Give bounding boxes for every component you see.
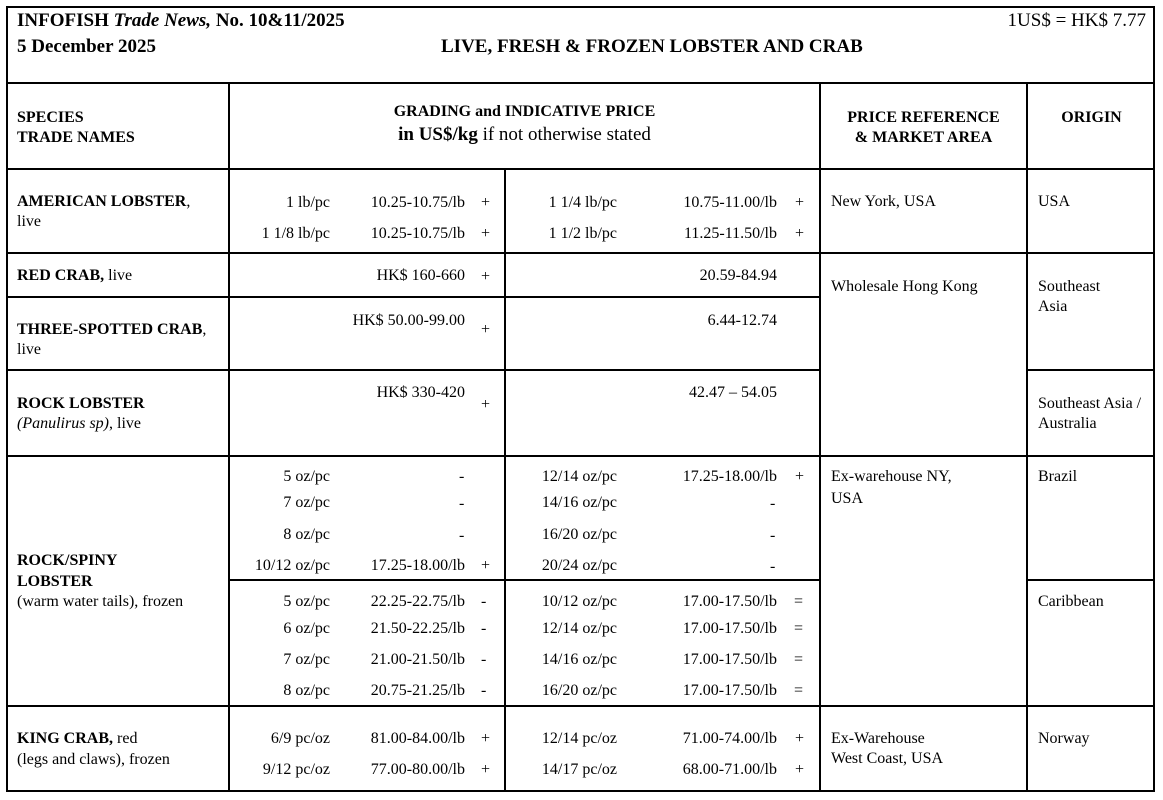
price-cell: 10.25-10.75/lb: [370, 225, 465, 242]
trend-cell: +: [481, 730, 491, 747]
origin-cell: Caribbean: [1038, 593, 1104, 610]
trend-cell: =: [794, 682, 804, 699]
market-area: New York, USA: [831, 193, 936, 210]
price-cell: 17.25-18.00/lb: [370, 557, 465, 574]
species-color: red: [113, 730, 138, 747]
rule-spiny-split: [229, 579, 820, 581]
trend-cell: -: [770, 527, 776, 544]
rule-origin-sea: [1026, 369, 1155, 371]
price-hk-cell: HK$ 50.00-99.00: [352, 312, 465, 329]
market-area: Wholesale Hong Kong: [831, 278, 978, 295]
grade-cell: 16/20 oz/pc: [541, 682, 617, 699]
origin-cell: USA: [1038, 193, 1071, 210]
price-cell: 17.00-17.50/lb: [682, 651, 777, 668]
price-cell: 20.75-21.25/lb: [370, 682, 465, 699]
price-hk-cell: HK$ 160-660: [376, 267, 465, 284]
price-cell: 10.75-11.00/lb: [683, 194, 777, 211]
species-suffix: ,: [202, 321, 207, 338]
trend-cell: +: [481, 557, 491, 574]
species-red-crab: [17, 266, 132, 286]
species-form: live: [104, 267, 133, 284]
trend-cell: =: [794, 651, 804, 668]
price-cell: 77.00-80.00/lb: [370, 761, 465, 778]
origin-cell: Southeast Asia / Australia: [1038, 395, 1142, 432]
rule-rock-lobster: [6, 455, 1155, 457]
trend-cell: +: [795, 225, 805, 242]
trend-cell: =: [794, 593, 804, 610]
price-cell: 22.25-22.75/lb: [370, 593, 465, 610]
species-american-lobster: [17, 192, 190, 212]
grade-cell: 12/14 pc/oz: [541, 730, 617, 747]
price-cell: 21.00-21.50/lb: [370, 651, 465, 668]
grade-cell: 7 oz/pc: [283, 651, 330, 668]
species-name: RED CRAB,: [17, 267, 105, 284]
species-form: [17, 414, 141, 434]
grade-cell: 10/12 oz/pc: [254, 557, 330, 574]
price-hk-cell: HK$ 330-420: [376, 384, 465, 401]
species-form: (legs and claws), frozen: [17, 751, 170, 768]
species-name: KING CRAB,: [17, 730, 114, 747]
col-price-ref-1: PRICE REFERENCE: [847, 109, 1000, 126]
grade-cell: 14/16 oz/pc: [541, 494, 617, 511]
price-cell: 81.00-84.00/lb: [370, 730, 465, 747]
trend-cell: +: [481, 396, 491, 413]
rule-red-crab: [6, 296, 820, 298]
price-cell: 17.00-17.50/lb: [682, 620, 777, 637]
species-form: live: [17, 341, 41, 358]
species-form: (warm water tails), frozen: [17, 593, 184, 610]
rule-columns: [6, 168, 1155, 170]
grade-cell: 14/17 pc/oz: [541, 761, 617, 778]
trend-cell: -: [770, 558, 776, 575]
origin-cell: Southeast Asia: [1038, 278, 1101, 315]
grade-cell: 12/14 oz/pc: [541, 468, 617, 485]
grade-cell: 14/16 oz/pc: [541, 651, 617, 668]
trend-cell: +: [481, 268, 491, 285]
price-cell: 71.00-74.00/lb: [682, 730, 777, 747]
grade-cell: 1 1/2 lb/pc: [548, 225, 617, 242]
market-area: Ex-Warehouse: [831, 730, 925, 747]
price-cell: 17.00-17.50/lb: [682, 593, 777, 610]
species-king-crab: [17, 729, 137, 749]
species-latin: (Panulirus sp): [17, 415, 109, 432]
price-cell: 68.00-71.00/lb: [682, 761, 777, 778]
species-name: AMERICAN LOBSTER: [17, 193, 187, 210]
exchange-rate: 1US$ = HK$ 7.77: [1007, 10, 1146, 31]
species-suffix: ,: [186, 193, 191, 210]
trend-cell: +: [795, 468, 805, 485]
species-form-text: , live: [109, 415, 141, 432]
rule-origin-brazil: [1026, 579, 1155, 581]
issue-number: No. 10&11/2025: [215, 10, 345, 31]
rule-header: [6, 82, 1155, 84]
grade-cell: 6 oz/pc: [283, 620, 330, 637]
trend-cell: -: [481, 593, 487, 610]
origin-cell: Norway: [1038, 730, 1090, 747]
trend-cell: =: [794, 620, 804, 637]
grade-cell: 6/9 pc/oz: [270, 730, 330, 747]
species-form: live: [17, 213, 41, 230]
col-species-1: SPECIES: [17, 109, 84, 126]
market-area: Ex-warehouse NY,: [831, 468, 952, 485]
price-usd-cell: 6.44-12.74: [707, 312, 777, 329]
col-rule-grading: [819, 82, 821, 792]
rule-american: [6, 252, 1155, 254]
trend-cell: +: [795, 194, 805, 211]
col-origin: ORIGIN: [1061, 109, 1122, 126]
col-grading-unit: in US$/kg: [398, 124, 478, 145]
trend-cell: +: [795, 730, 805, 747]
grade-cell: 20/24 oz/pc: [541, 557, 617, 574]
trend-cell: -: [481, 651, 487, 668]
publication-line: [17, 10, 345, 32]
market-area-2: USA: [831, 490, 864, 507]
col-grading-1: GRADING and INDICATIVE PRICE: [393, 103, 656, 120]
pub-name: INFOFISH: [17, 10, 109, 31]
grade-cell: 1 1/8 lb/pc: [261, 225, 330, 242]
price-cell: 17.00-17.50/lb: [682, 682, 777, 699]
grade-cell: 10/12 oz/pc: [541, 593, 617, 610]
trend-cell: -: [481, 682, 487, 699]
price-usd-cell: 20.59-84.94: [699, 267, 777, 284]
grade-cell: 8 oz/pc: [283, 682, 330, 699]
species-spiny-lobster-2: LOBSTER: [17, 573, 93, 590]
trend-cell: -: [481, 620, 487, 637]
page-title: LIVE, FRESH & FROZEN LOBSTER AND CRAB: [441, 36, 863, 57]
trend-cell: +: [795, 761, 805, 778]
trend-cell: +: [481, 761, 491, 778]
col-price-ref-2: & MARKET AREA: [854, 129, 993, 146]
col-species-2: TRADE NAMES: [17, 129, 135, 146]
issue-date: 5 December 2025: [17, 36, 156, 57]
grade-cell: 7 oz/pc: [283, 494, 330, 511]
grade-cell: 5 oz/pc: [283, 593, 330, 610]
col-grading-2: [230, 124, 819, 146]
trend-cell: -: [459, 495, 465, 512]
grade-cell: 1 lb/pc: [286, 194, 330, 211]
price-cell: 17.25-18.00/lb: [682, 468, 777, 485]
col-grading-note: if not otherwise stated: [477, 124, 651, 145]
grade-cell: 16/20 oz/pc: [541, 526, 617, 543]
origin-cell: Brazil: [1038, 468, 1078, 485]
grade-cell: 1 1/4 lb/pc: [548, 194, 617, 211]
price-usd-cell: 42.47 – 54.05: [689, 384, 777, 401]
price-cell: 21.50-22.25/lb: [370, 620, 465, 637]
trend-cell: +: [481, 321, 491, 338]
rule-three-spotted: [6, 369, 820, 371]
species-rock-lobster: ROCK LOBSTER: [17, 395, 145, 412]
trend-cell: -: [459, 527, 465, 544]
trend-cell: -: [770, 495, 776, 512]
species-name: THREE-SPOTTED CRAB: [17, 321, 203, 338]
pub-title: Trade News,: [113, 10, 212, 31]
rule-spiny: [6, 705, 1155, 707]
price-cell: 10.25-10.75/lb: [370, 194, 465, 211]
species-spiny-lobster: ROCK/SPINY: [17, 552, 118, 569]
trend-cell: -: [459, 468, 465, 485]
grade-cell: 8 oz/pc: [283, 526, 330, 543]
market-area-2: West Coast, USA: [831, 750, 944, 767]
trend-cell: +: [481, 225, 491, 242]
grade-cell: 9/12 pc/oz: [262, 761, 330, 778]
grade-cell: 12/14 oz/pc: [541, 620, 617, 637]
grade-cell: 5 oz/pc: [283, 468, 330, 485]
price-cell: 11.25-11.50/lb: [683, 225, 777, 242]
col-rule-market: [1026, 82, 1028, 792]
species-three-spotted-crab: [17, 320, 206, 340]
trend-cell: +: [481, 194, 491, 211]
